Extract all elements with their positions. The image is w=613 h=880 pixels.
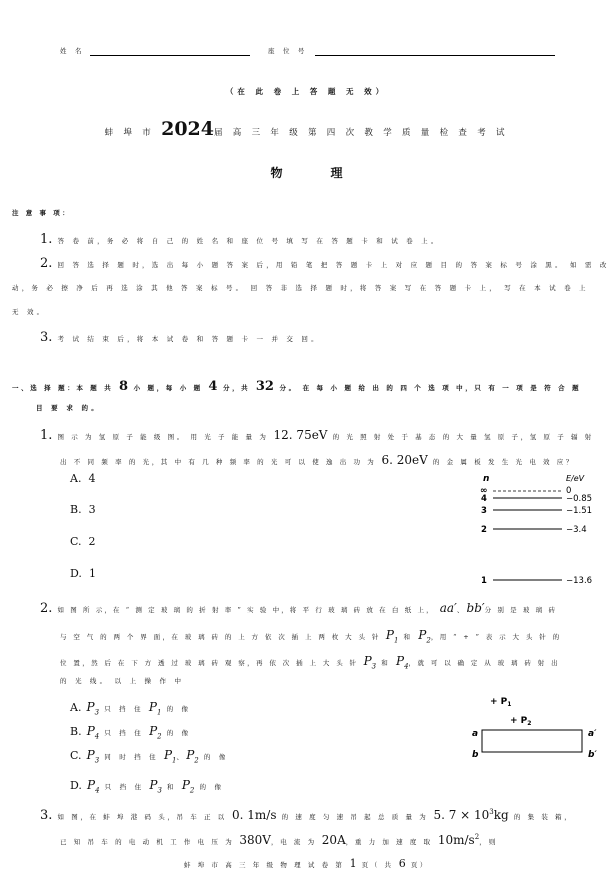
seat-field-line: [315, 55, 555, 56]
page-footer: [0, 852, 613, 871]
pin-p2: $P_2$: [418, 628, 431, 645]
pin-p4: $P_4$: [396, 654, 409, 671]
note-3-number: 3.: [40, 330, 53, 345]
question-3-text-g: ，则: [479, 838, 499, 846]
level-n-3: 3: [481, 506, 487, 516]
question-2-text-a: 如 图 所 示，在 “ 测 定 玻 璃 的 折 射 率 ” 实 验 中，将 平 行 玻 璃 砖 放 在 白 纸 上，: [57, 606, 435, 614]
exam-title-year: 2024: [161, 118, 214, 140]
exam-title: [0, 118, 613, 140]
label-b-prime: b′: [588, 750, 597, 760]
question-1-option-a[interactable]: [70, 472, 95, 485]
question-3-line-1: [40, 804, 573, 823]
option-tail: 的 像: [166, 729, 192, 737]
footer-text-post: 页）: [410, 861, 430, 869]
question-2-text-e: 位 置，然 后 在 下 方 透 过 玻 璃 砖 观 察，再 依 次 插 上 大 头 针: [60, 659, 359, 667]
level-n-4: 4: [481, 494, 487, 504]
note-3: [40, 326, 321, 345]
question-2-text-c: 与 空 气 的 两 个 界 面，在 玻 璃 砖 的 上 方 依 次 插 上 两 枚 大 头 针: [60, 633, 381, 641]
conj-and: 和: [381, 659, 391, 667]
mass-unit: kg: [493, 808, 509, 822]
section-1-text-d: 分。 在 每 小 题 给 出 的 四 个 选 项 中，只 有 一 项 是 符 合 题: [279, 384, 582, 392]
question-3-text-e: ，电 流 为: [270, 838, 317, 846]
question-3-text-d: 已 知 吊 车 的 电 动 机 工 作 电 压 为: [60, 838, 235, 846]
interface-aa: aa′: [439, 601, 457, 615]
section-1-text-b: 小 题，每 小 题: [133, 384, 203, 392]
label-a: a: [472, 729, 479, 739]
option-tail: 的 像: [203, 753, 229, 761]
note-1-number: 1.: [40, 232, 53, 247]
option-mid: 和: [167, 783, 177, 791]
section-1-count: 8: [118, 379, 128, 394]
level-e-1: −13.6: [566, 576, 593, 586]
section-1-total: 32: [255, 379, 274, 394]
question-1-option-d[interactable]: [70, 567, 96, 580]
subject-title: 物 理: [270, 166, 343, 180]
section-1-text-a: 一、选 择 题：本 题 共: [12, 384, 114, 392]
question-3-number: 3.: [40, 808, 53, 823]
note-1: [40, 228, 441, 247]
question-3-text-f: ，重 力 加 速 度 取: [345, 838, 433, 846]
option-label: A.: [70, 472, 82, 485]
section-1-text-c: 分，共: [222, 384, 251, 392]
question-2-text-d: ，用 “ + ” 表 示 大 头 针 的: [430, 633, 562, 641]
label-a-prime: a′: [588, 729, 597, 739]
question-1-line-2: [60, 449, 575, 468]
option-label: D.: [70, 567, 82, 580]
question-2-text-b: 分 别 是 玻 璃 砖: [484, 606, 558, 614]
pin-letter: P: [385, 628, 394, 642]
note-2-number: 2.: [40, 256, 53, 271]
interface-bb: bb′: [466, 601, 485, 615]
question-2-option-a[interactable]: A. $P_3$ 只 挡 住 $P_1$ 的 像: [70, 700, 192, 717]
option-label: D.: [70, 779, 82, 792]
question-3-text-b: 的 速 度 匀 速 吊 起 总 质 量 为: [281, 813, 429, 821]
note-2-line-1: 回 答 选 择 题 时，选 出 每 小 题 答 案 后，用 铅 笔 把 答 题 卡 上 对 应 题 目 的 答 案 标 号 涂 黑。 如 需 改: [57, 261, 610, 269]
question-1-photon-energy: 12. 75eV: [273, 428, 328, 442]
pin-p1: $P_1$: [385, 628, 399, 645]
question-3-text-a: 如 图，在 蚌 埠 港 码 头，吊 车 正 以: [57, 813, 227, 821]
level-e-2: −3.4: [566, 525, 587, 535]
option-text: 只 挡 住: [104, 705, 144, 713]
notes-heading: 注 意 事 项：: [12, 209, 72, 217]
question-2-line-2: [60, 624, 562, 644]
footer-text-mid: 页（ 共: [361, 861, 394, 869]
note-2: [40, 252, 610, 271]
question-1-text-d: 的 金 属 板 发 生 光 电 效 应？: [432, 458, 575, 466]
pin-p3: $P_3$: [363, 654, 377, 671]
container-mass: [433, 808, 508, 822]
level-n-infinity: ∞: [480, 486, 488, 496]
section-1-heading-line-2: 目 要 求 的。: [36, 404, 101, 412]
option-text: 1: [88, 567, 96, 580]
glass-block: [482, 730, 582, 752]
label-b: b: [472, 750, 479, 760]
option-text: 只 挡 住: [104, 783, 145, 791]
gravity-value: 10m/s: [437, 833, 475, 847]
question-1-work-function: 6. 20eV: [381, 453, 428, 467]
energy-level-diagram: [470, 470, 605, 590]
question-3-line-2: [60, 829, 499, 848]
note-2-line-3: 无 效。: [12, 308, 47, 316]
name-field-line: [90, 55, 250, 56]
question-1-option-b[interactable]: [70, 503, 96, 516]
question-1-option-c[interactable]: [70, 535, 96, 548]
conj-and: 和: [403, 633, 414, 641]
invalid-note: （在 此 卷 上 答 题 无 效）: [225, 87, 388, 96]
footer-total-pages: 6: [398, 857, 406, 870]
option-label: C.: [70, 535, 82, 548]
level-n-1: 1: [481, 576, 487, 586]
option-label: C.: [70, 749, 82, 762]
footer-text-pre: 蚌 埠 市 高 三 年 级 物 理 试 卷 第: [183, 861, 345, 869]
question-1-number: 1.: [40, 428, 53, 443]
question-1-text-a: 图 示 为 氢 原 子 能 级 图。 用 光 子 能 量 为: [57, 433, 269, 441]
separator: 、: [456, 606, 467, 614]
question-1-text-b: 的 光 照 射 处 于 基 态 的 大 量 氢 原 子，氢 原 子 辐 射: [332, 433, 594, 441]
question-2-option-b[interactable]: B. $P_4$ 只 挡 住 $P_2$ 的 像: [70, 724, 192, 741]
question-2-line-1: [40, 597, 557, 616]
note-1-text: 答 卷 前，务 必 将 自 己 的 姓 名 和 座 位 号 填 写 在 答 题 卡 和 试 卷 上。: [57, 237, 441, 245]
pin-p1-label: + $P_1$: [490, 697, 512, 708]
glass-block-diagram: [462, 692, 607, 762]
note-3-text: 考 试 结 束 后，将 本 试 卷 和 答 题 卡 一 并 交 回。: [57, 335, 321, 343]
pin-p2-label: + $P_2$: [510, 716, 532, 727]
lift-speed: 0. 1m/s: [232, 808, 277, 822]
option-label: A.: [70, 701, 82, 714]
option-label: B.: [70, 725, 82, 738]
option-text: 4: [88, 472, 96, 485]
mass-mantissa: 5. 7 × 10: [433, 808, 490, 822]
name-label: 姓 名: [60, 47, 85, 55]
seat-label: 座 位 号: [268, 47, 308, 55]
level-e-3: −1.51: [566, 506, 593, 516]
motor-current: 20A: [321, 833, 346, 847]
question-2-option-c[interactable]: C. $P_3$ 同 时 挡 住 $P_1$、$P_2$ 的 像: [70, 748, 229, 765]
exam-title-rest: 届 高 三 年 级 第 四 次 教 学 质 量 检 查 考 试: [213, 128, 509, 138]
option-tail: 的 像: [199, 783, 225, 791]
gravity-exponent: 2: [474, 833, 480, 841]
question-2-line-4: 的 光 线。 以 上 操 作 中: [60, 677, 185, 685]
gravity-accel: [438, 833, 479, 847]
level-e-4: −0.85: [566, 494, 593, 504]
question-2-text-f: ，就 可 以 确 定 从 玻 璃 砖 射 出: [408, 659, 561, 667]
note-2-line-2: 动，务 必 擦 净 后 再 选 涂 其 他 答 案 标 号。 回 答 非 选 择 题 时，将 答 案 写 在 答 题 卡 上， 写 在 本 试 卷 上: [12, 284, 589, 292]
question-3-text-c: 的 集 装 箱，: [513, 813, 574, 821]
section-1-points-each: 4: [208, 379, 218, 394]
motor-voltage: 380V: [239, 833, 271, 847]
question-1-line-1: [40, 424, 594, 443]
option-text: 2: [88, 535, 96, 548]
diagram-n-label: n: [483, 474, 490, 484]
option-text: 只 挡 住: [104, 729, 144, 737]
option-text: 同 时 挡 住: [104, 753, 159, 761]
section-1-heading: [12, 375, 581, 394]
footer-page-number: 1: [349, 857, 357, 870]
question-1-text-c: 出 不 同 频 率 的 光，其 中 有 几 种 频 率 的 光 可 以 使 逸 出 功 为: [60, 458, 377, 466]
question-2-option-d[interactable]: D. $P_4$ 只 挡 住 $P_3$ 和 $P_2$ 的 像: [70, 778, 225, 795]
mass-exponent: 3: [489, 808, 494, 816]
option-label: B.: [70, 503, 82, 516]
option-text: 3: [88, 503, 96, 516]
exam-title-city: 蚌 埠 市: [104, 128, 155, 138]
option-tail: 的 像: [166, 705, 192, 713]
diagram-energy-label: E/eV: [566, 474, 585, 483]
level-n-2: 2: [481, 525, 487, 535]
level-e-infinity: 0: [566, 486, 572, 496]
question-2-number: 2.: [40, 601, 53, 616]
question-2-line-3: [60, 650, 560, 670]
